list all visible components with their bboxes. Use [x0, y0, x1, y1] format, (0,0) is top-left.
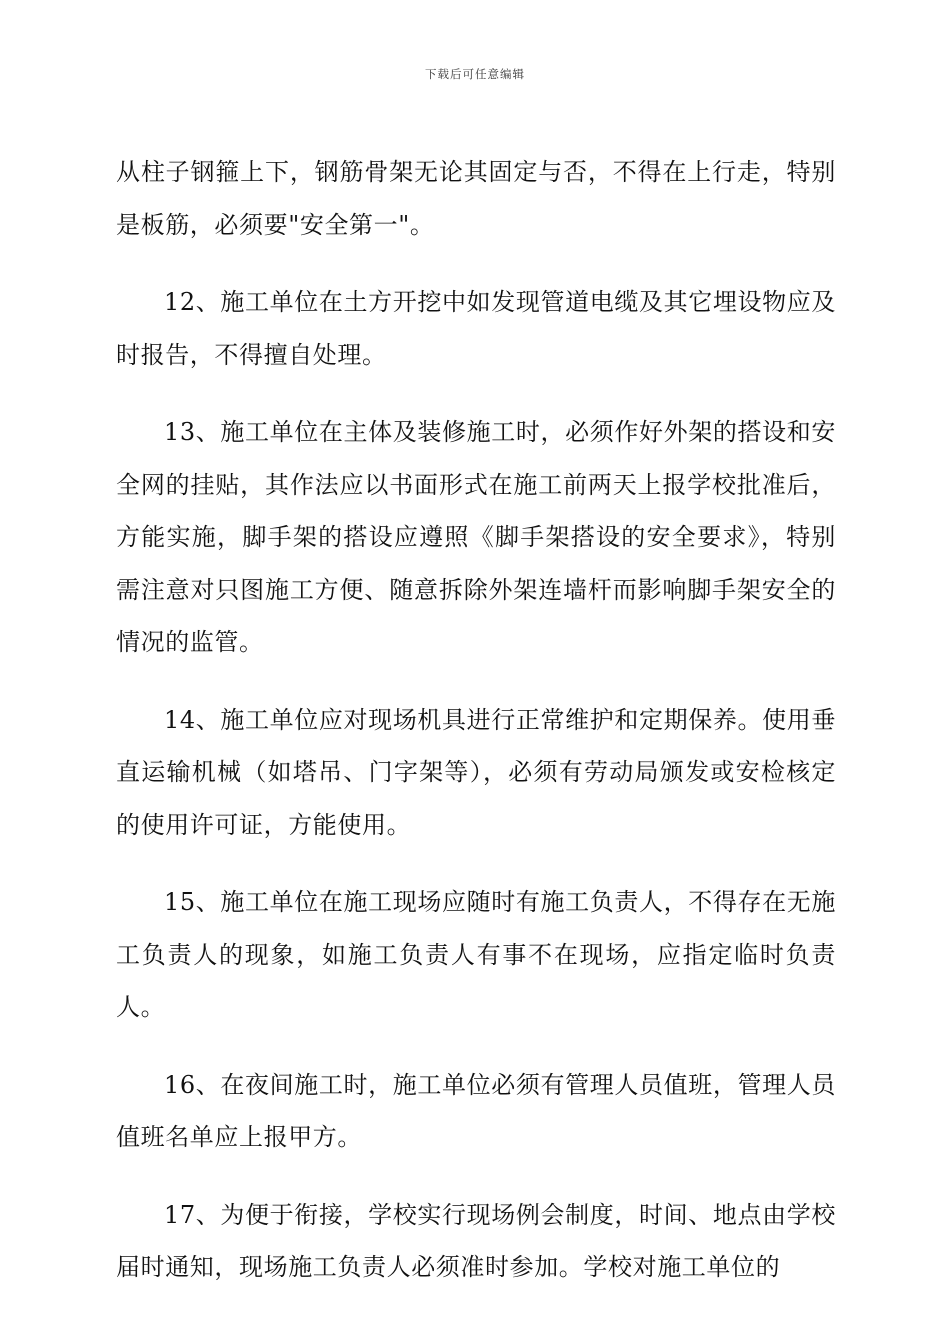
paragraph-item-13: 13、施工单位在主体及装修施工时，必须作好外架的搭设和安全网的挂贴，其作法应以书面形式在施工前两天上报学校批准后，方能实施，脚手架的搭设应遵照《脚手架搭设的安全要求》，特别需注意对只图施工方便、随意拆除外架连墙杆而影响脚手架安全的情况的监管。: [116, 418, 836, 656]
paragraph-continuation: 从柱子钢箍上下，钢筋骨架无论其固定与否，不得在上行走，特别是板筋，必须要"安全第一"。: [116, 158, 836, 239]
paragraph-item-12: 12、施工单位在土方开挖中如发现管道电缆及其它埋设物应及时报告，不得擅自处理。: [116, 288, 836, 369]
paragraph-item-15: 15、施工单位在施工现场应随时有施工负责人，不得存在无施工负责人的现象，如施工负责人有事不在现场，应指定临时负责人。: [116, 888, 836, 1021]
document-body: [116, 146, 836, 1319]
paragraph-item-17: 17、为便于衔接，学校实行现场例会制度，时间、地点由学校届时通知，现场施工负责人必须准时参加。学校对施工单位的: [116, 1200, 836, 1281]
page-header: 下载后可任意编辑: [425, 67, 525, 81]
paragraph-item-16: 16、在夜间施工时，施工单位必须有管理人员值班，管理人员值班名单应上报甲方。: [116, 1070, 836, 1151]
paragraph-item-14: 14、施工单位应对现场机具进行正常维护和定期保养。使用垂直运输机械（如塔吊、门字架等），必须有劳动局颁发或安检核定的使用许可证，方能使用。: [116, 705, 836, 839]
